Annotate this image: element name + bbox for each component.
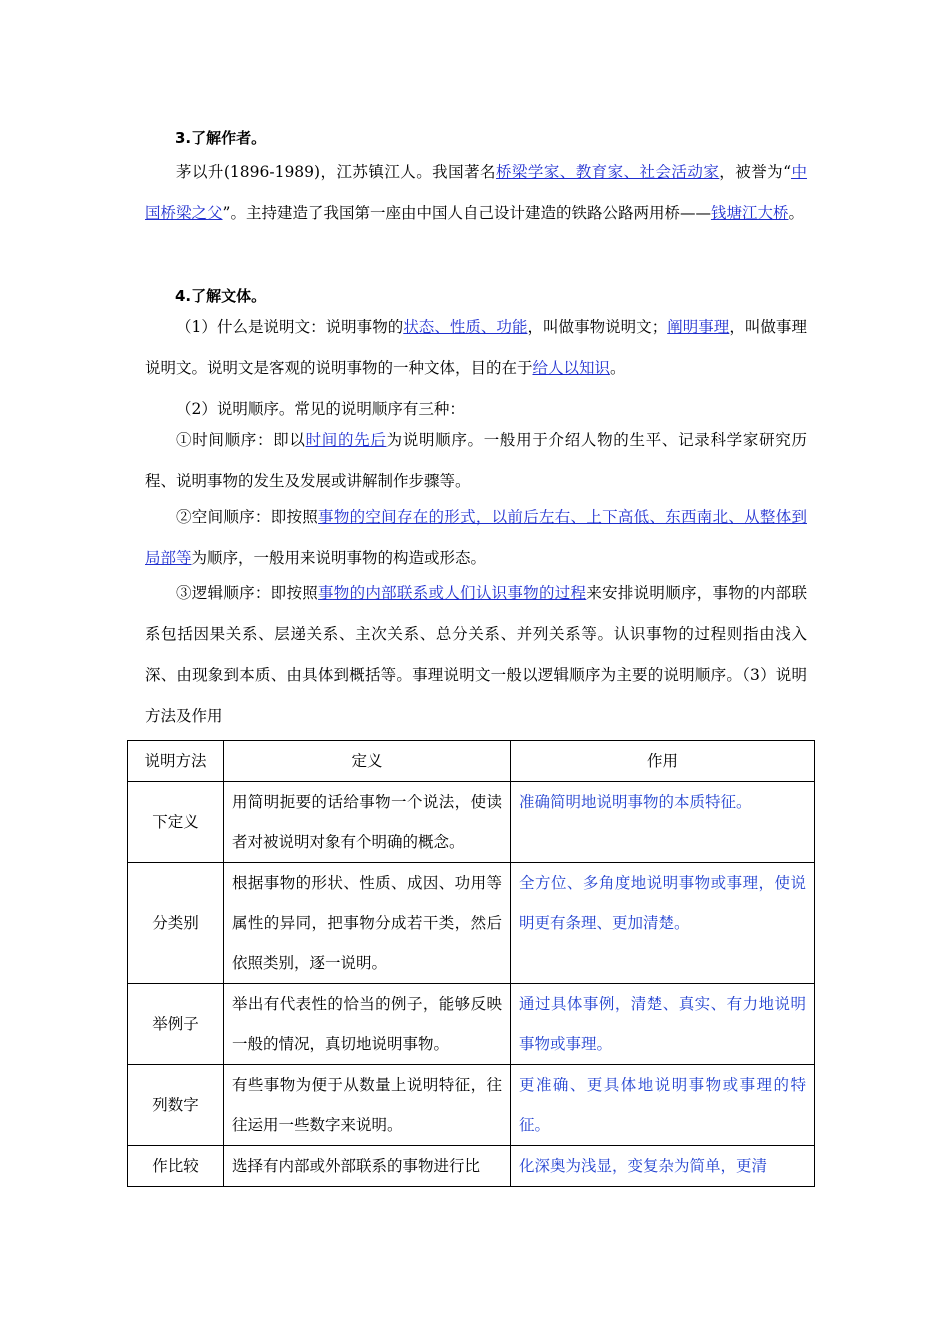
def-text-2: ，叫做事物说明文； bbox=[527, 318, 668, 336]
method-cell: 列数字 bbox=[128, 1065, 224, 1146]
method-cell: 作比较 bbox=[128, 1146, 224, 1187]
time-text-2: 为说明顺序。一般用于介绍人物的生平、记录科学家研究历程、说明事物的发生及发展或讲解制作步骤等。 bbox=[145, 431, 807, 490]
order-intro-paragraph: （2）说明顺序。常见的说明顺序有三种： bbox=[176, 400, 465, 418]
time-order-paragraph bbox=[145, 420, 807, 502]
def-text-4: 。 bbox=[610, 359, 626, 377]
space-text-1: ②空间顺序：即按照 bbox=[176, 508, 319, 526]
table-header-row bbox=[128, 741, 815, 782]
method-cell: 下定义 bbox=[128, 782, 224, 863]
logic-text-2: 来安排说明顺序，事物的内部联系包括因果关系、层递关系、主次关系、总分关系、并列关系等。认识事物的过程则指由浅入深、由现象到本质、由具体到概括等。事理说明文一般以逻辑顺序为主要的说明顺序。（3）说明方法及作用 bbox=[145, 584, 807, 725]
heading-genre: 4.了解文体。 bbox=[175, 287, 267, 305]
method-cell: 举例子 bbox=[128, 984, 224, 1065]
method-cell: 分类别 bbox=[128, 863, 224, 984]
table-row bbox=[128, 782, 815, 863]
author-titles-link: 桥梁学家、教育家、社会活动家 bbox=[495, 163, 720, 181]
effect-cell: 通过具体事例，清楚、真实、有力地说明事物或事理。 bbox=[511, 984, 815, 1065]
table-row bbox=[128, 1065, 815, 1146]
effect-cell: 化深奥为浅显，变复杂为简单，更清 bbox=[511, 1146, 815, 1187]
def-text-1: （1）什么是说明文：说明事物的 bbox=[176, 318, 404, 336]
bridge-name-link: 钱塘江大桥 bbox=[710, 204, 789, 222]
definition-cell: 选择有内部或外部联系的事物进行比 bbox=[224, 1146, 511, 1187]
author-text-3: ”。主持建造了我国第一座由中国人自己设计建造的铁路公路两用桥—— bbox=[222, 204, 711, 222]
def-link-state: 状态、性质、功能 bbox=[403, 318, 528, 336]
time-text-1: ①时间顺序：即以 bbox=[176, 431, 306, 449]
definition-cell: 用简明扼要的话给事物一个说法，使读者对被说明对象有个明确的概念。 bbox=[224, 782, 511, 863]
logic-order-paragraph bbox=[145, 573, 807, 737]
explanation-methods-table bbox=[127, 740, 815, 1187]
table-row bbox=[128, 1146, 815, 1187]
definition-cell: 举出有代表性的恰当的例子，能够反映一般的情况，真切地说明事物。 bbox=[224, 984, 511, 1065]
space-text-2: 为顺序，一般用来说明事物的构造或形态。 bbox=[191, 549, 487, 567]
table-row bbox=[128, 863, 815, 984]
logic-link: 事物的内部联系或人们认识事物的过程 bbox=[318, 584, 587, 602]
table-row bbox=[128, 984, 815, 1065]
def-link-reason: 阐明事理 bbox=[667, 318, 730, 336]
definition-cell: 根据事物的形状、性质、成因、功用等属性的异同，把事物分成若干类，然后依照类别，逐一说明。 bbox=[224, 863, 511, 984]
time-link: 时间的先后 bbox=[305, 431, 387, 449]
effect-cell: 准确简明地说明事物的本质特征。 bbox=[511, 782, 815, 863]
author-text-1: 茅以升(1896-1989)，江苏镇江人。我国著名 bbox=[176, 163, 496, 181]
author-honor-link: 中国桥梁之父 bbox=[145, 163, 807, 222]
header-definition: 定义 bbox=[224, 741, 511, 782]
author-text-2: ，被誉为“ bbox=[719, 163, 792, 181]
space-link: 事物的空间存在的形式，以前后左右、上下高低、东西南北、从整体到局部等 bbox=[145, 508, 807, 567]
def-link-knowledge: 给人以知识 bbox=[532, 359, 611, 377]
logic-text-1: ③逻辑顺序：即按照 bbox=[176, 584, 319, 602]
effect-cell: 全方位、多角度地说明事物或事理，使说明更有条理、更加清楚。 bbox=[511, 863, 815, 984]
space-order-paragraph bbox=[145, 497, 807, 579]
author-paragraph bbox=[145, 152, 807, 234]
def-text-3: ，叫做事理说明文。说明文是客观的说明事物的一种文体，目的在于 bbox=[145, 318, 807, 377]
genre-definition-paragraph bbox=[145, 307, 807, 389]
effect-cell: 更准确、更具体地说明事物或事理的特征。 bbox=[511, 1065, 815, 1146]
definition-cell: 有些事物为便于从数量上说明特征，往往运用一些数字来说明。 bbox=[224, 1065, 511, 1146]
author-text-4: 。 bbox=[788, 204, 804, 222]
heading-author: 3.了解作者。 bbox=[175, 129, 267, 147]
header-effect: 作用 bbox=[511, 741, 815, 782]
header-method: 说明方法 bbox=[128, 741, 224, 782]
